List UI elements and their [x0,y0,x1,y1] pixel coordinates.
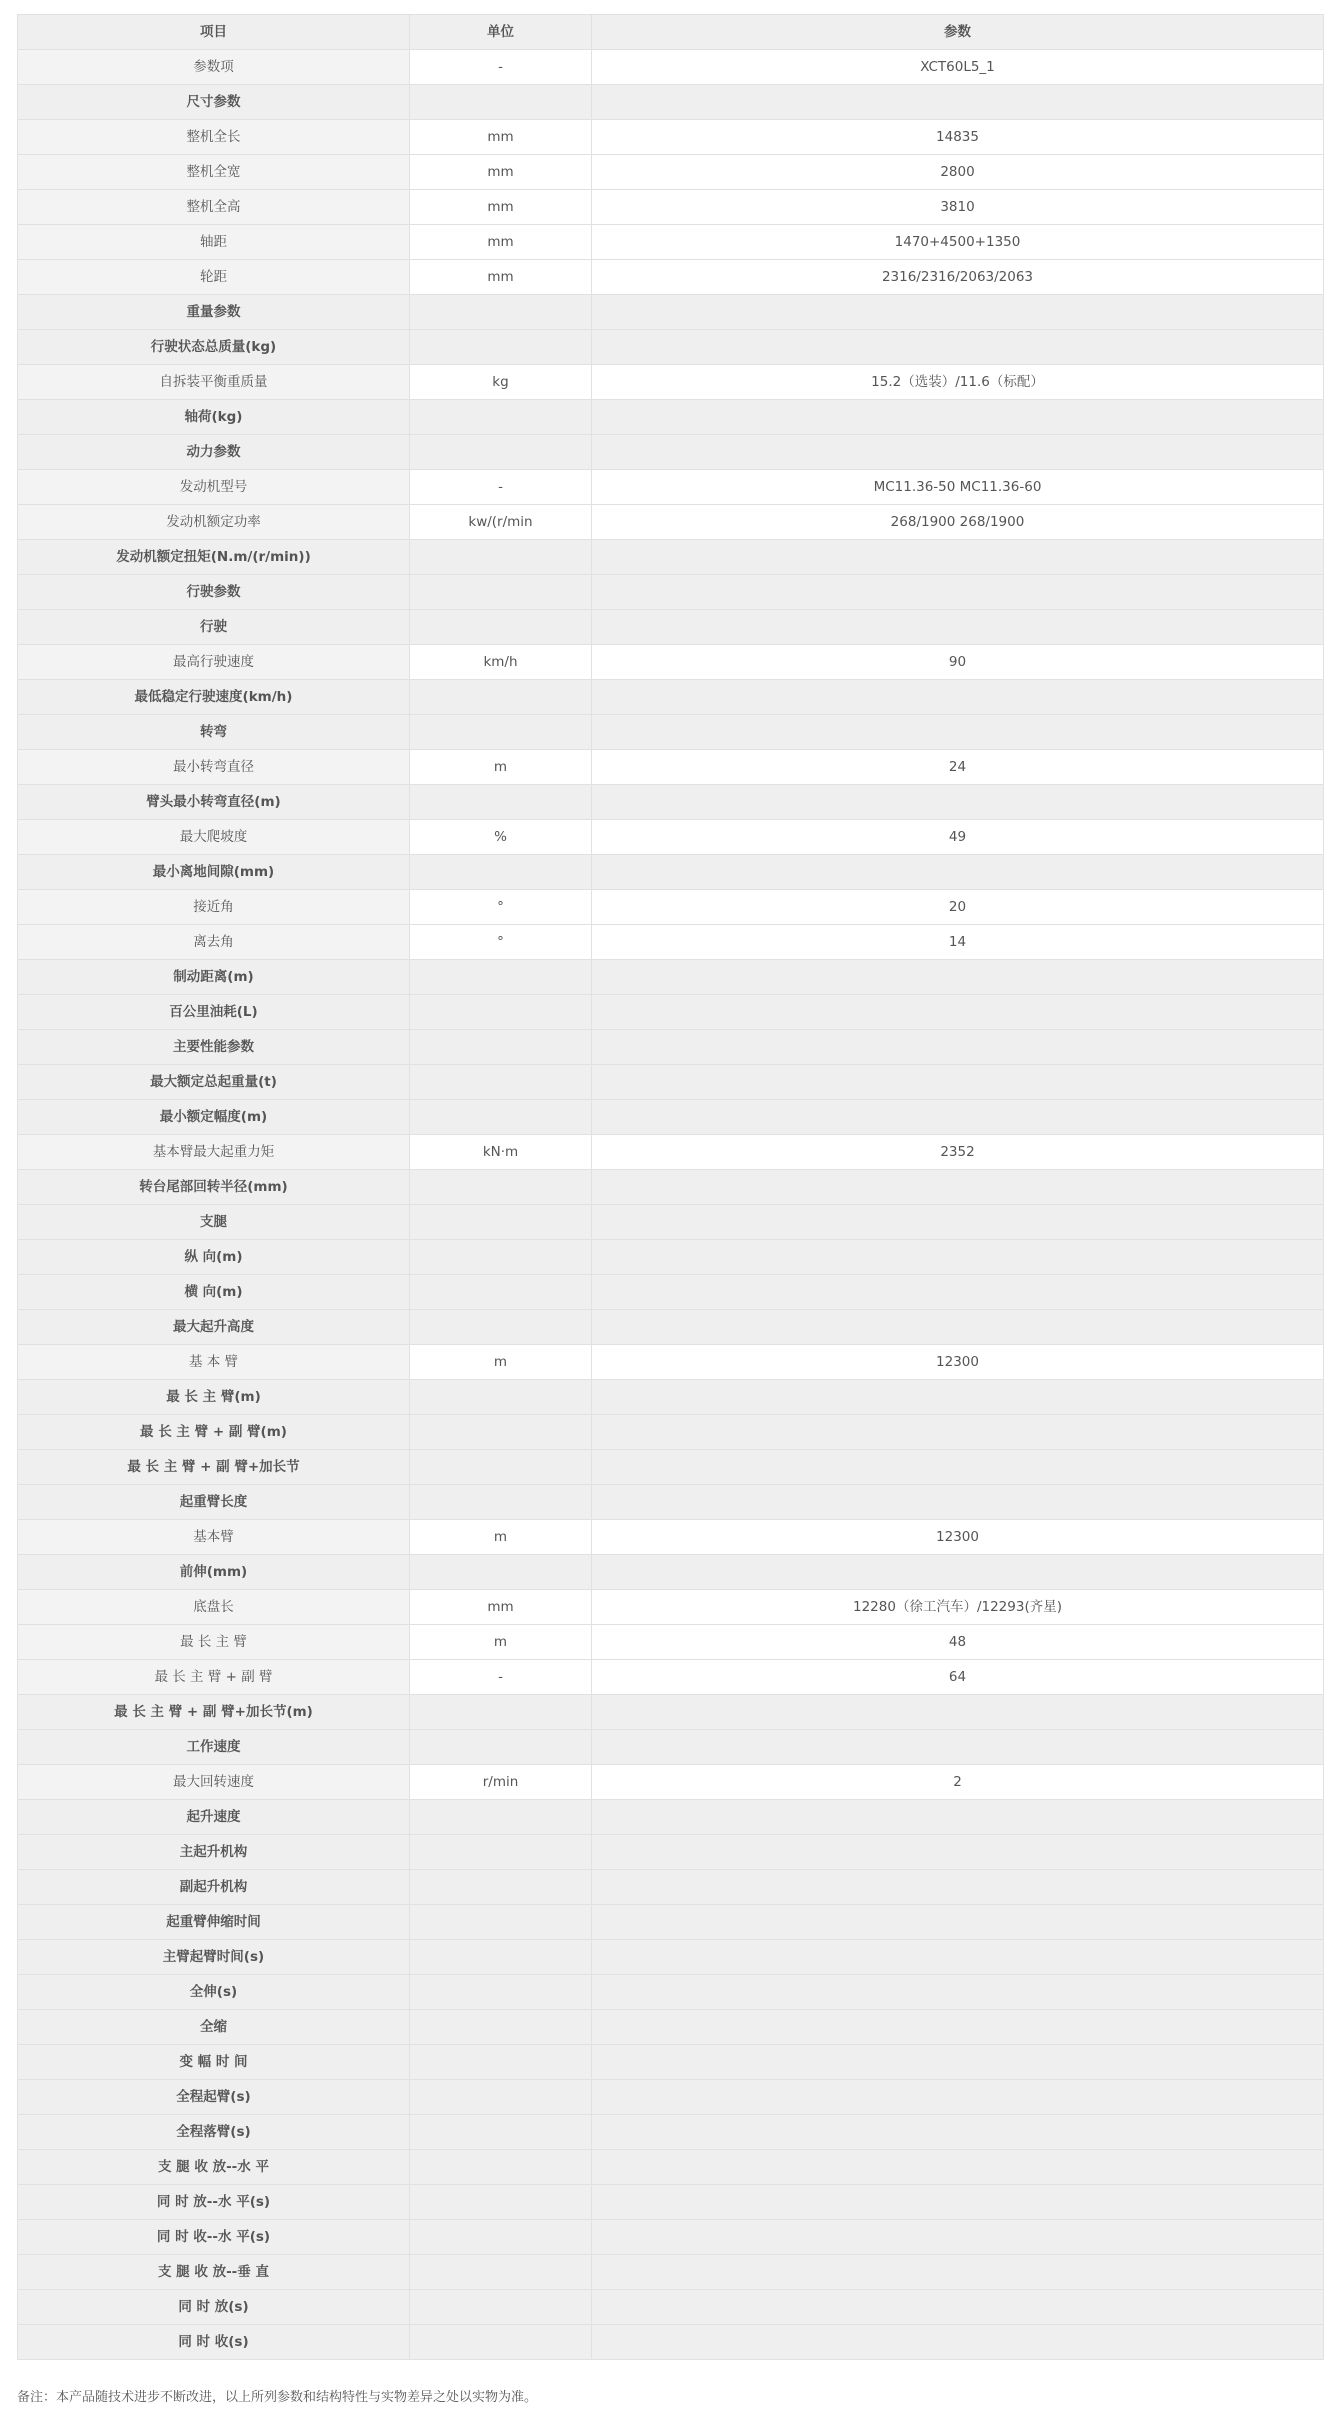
cell-item: 最高行驶速度 [18,645,410,680]
cell-value [592,2325,1324,2360]
section-row [18,1485,1324,1520]
cell-unit [410,400,592,435]
section-row [18,1100,1324,1135]
cell-unit [410,1800,592,1835]
cell-value [592,2185,1324,2220]
cell-item: 最小转弯直径 [18,750,410,785]
table-body [18,50,1324,2360]
section-row [18,1835,1324,1870]
cell-value: 20 [592,890,1324,925]
table-row [18,1590,1324,1625]
section-row [18,1170,1324,1205]
cell-unit [410,295,592,330]
table-row [18,1135,1324,1170]
section-row [18,2220,1324,2255]
cell-value [592,1870,1324,1905]
cell-value [592,960,1324,995]
cell-unit [410,2185,592,2220]
cell-item: 最低稳定行驶速度(km/h) [18,680,410,715]
table-row [18,1660,1324,1695]
cell-value: 14835 [592,120,1324,155]
cell-item: 最 长 主 臂 [18,1625,410,1660]
section-row [18,1310,1324,1345]
cell-unit [410,2255,592,2290]
cell-unit [410,2150,592,2185]
cell-value [592,680,1324,715]
section-row [18,2185,1324,2220]
cell-value: 48 [592,1625,1324,1660]
cell-value [592,2010,1324,2045]
section-row [18,1940,1324,1975]
header-item: 项目 [18,15,410,50]
cell-item: 主臂起臂时间(s) [18,1940,410,1975]
cell-value: MC11.36-50 MC11.36-60 [592,470,1324,505]
table-row [18,190,1324,225]
cell-value: 14 [592,925,1324,960]
cell-unit [410,855,592,890]
cell-unit: mm [410,260,592,295]
cell-value [592,85,1324,120]
cell-item: 全伸(s) [18,1975,410,2010]
section-row [18,995,1324,1030]
cell-item: 臂头最小转弯直径(m) [18,785,410,820]
section-row [18,2325,1324,2360]
table-row [18,260,1324,295]
section-row [18,2115,1324,2150]
table-row [18,225,1324,260]
cell-value [592,1415,1324,1450]
cell-value [592,1485,1324,1520]
cell-unit [410,1240,592,1275]
table-row [18,505,1324,540]
cell-value [592,1065,1324,1100]
table-row [18,1520,1324,1555]
cell-unit [410,995,592,1030]
cell-unit [410,1100,592,1135]
cell-value: 64 [592,1660,1324,1695]
table-row [18,820,1324,855]
cell-value [592,2150,1324,2185]
cell-item: 支 腿 收 放--水 平 [18,2150,410,2185]
cell-value [592,2255,1324,2290]
cell-item: 轴距 [18,225,410,260]
cell-value: 12300 [592,1520,1324,1555]
section-row [18,855,1324,890]
cell-value: 268/1900 268/1900 [592,505,1324,540]
cell-item: 最大回转速度 [18,1765,410,1800]
header-value: 参数 [592,15,1324,50]
cell-value [592,2080,1324,2115]
cell-unit: % [410,820,592,855]
cell-value [592,1170,1324,1205]
cell-item: 副起升机构 [18,1870,410,1905]
cell-value [592,1800,1324,1835]
cell-item: 尺寸参数 [18,85,410,120]
cell-unit [410,715,592,750]
cell-item: 重量参数 [18,295,410,330]
cell-item: 发动机额定扭矩(N.m/(r/min)) [18,540,410,575]
cell-item: 最小离地间隙(mm) [18,855,410,890]
cell-value [592,1380,1324,1415]
cell-value [592,855,1324,890]
cell-value [592,995,1324,1030]
cell-unit: mm [410,1590,592,1625]
cell-unit: ° [410,890,592,925]
cell-unit [410,1695,592,1730]
section-row [18,1415,1324,1450]
cell-item: 支腿 [18,1205,410,1240]
section-row [18,1730,1324,1765]
section-row [18,1380,1324,1415]
cell-unit [410,1835,592,1870]
cell-item: 整机全长 [18,120,410,155]
cell-unit [410,1975,592,2010]
cell-item: 离去角 [18,925,410,960]
cell-value: 90 [592,645,1324,680]
header-unit: 单位 [410,15,592,50]
section-row [18,1240,1324,1275]
spec-table [17,14,1324,2360]
table-row [18,365,1324,400]
cell-unit: kw/(r/min [410,505,592,540]
cell-item: 接近角 [18,890,410,925]
cell-item: 底盘长 [18,1590,410,1625]
cell-item: 同 时 收--水 平(s) [18,2220,410,2255]
cell-unit [410,540,592,575]
cell-item: 轮距 [18,260,410,295]
section-row [18,1695,1324,1730]
cell-unit: mm [410,190,592,225]
cell-unit [410,85,592,120]
cell-value: 2316/2316/2063/2063 [592,260,1324,295]
cell-item: 动力参数 [18,435,410,470]
section-row [18,435,1324,470]
cell-value [592,435,1324,470]
cell-item: 自拆装平衡重质量 [18,365,410,400]
table-header-row [18,15,1324,50]
cell-unit [410,2010,592,2045]
cell-value [592,295,1324,330]
table-row [18,50,1324,85]
cell-value [592,1240,1324,1275]
cell-value [592,2220,1324,2255]
section-row [18,85,1324,120]
table-row [18,890,1324,925]
cell-unit [410,1730,592,1765]
section-row [18,575,1324,610]
cell-item: 纵 向(m) [18,1240,410,1275]
cell-unit [410,1030,592,1065]
section-row [18,1450,1324,1485]
cell-item: 前伸(mm) [18,1555,410,1590]
cell-item: 基本臂最大起重力矩 [18,1135,410,1170]
cell-value: 2 [592,1765,1324,1800]
section-row [18,680,1324,715]
cell-unit [410,680,592,715]
cell-value: 15.2（选装）/11.6（标配） [592,365,1324,400]
cell-item: 同 时 放(s) [18,2290,410,2325]
cell-unit [410,330,592,365]
cell-unit: m [410,1625,592,1660]
cell-unit: r/min [410,1765,592,1800]
cell-value [592,1905,1324,1940]
cell-value [592,1940,1324,1975]
cell-unit [410,575,592,610]
cell-value [592,1555,1324,1590]
section-row [18,2045,1324,2080]
cell-unit [410,1870,592,1905]
section-row [18,2150,1324,2185]
cell-item: 轴荷(kg) [18,400,410,435]
cell-unit [410,2290,592,2325]
cell-item: 参数项 [18,50,410,85]
cell-value: 3810 [592,190,1324,225]
cell-value [592,1835,1324,1870]
cell-value [592,400,1324,435]
cell-unit [410,1170,592,1205]
cell-value [592,1100,1324,1135]
section-row [18,330,1324,365]
section-row [18,1905,1324,1940]
cell-unit: m [410,1520,592,1555]
cell-value: 24 [592,750,1324,785]
section-row [18,1205,1324,1240]
cell-unit [410,1380,592,1415]
cell-unit [410,1205,592,1240]
cell-value [592,610,1324,645]
section-row [18,1275,1324,1310]
section-row [18,610,1324,645]
table-row [18,1345,1324,1380]
section-row [18,2255,1324,2290]
cell-unit [410,2220,592,2255]
cell-value [592,540,1324,575]
cell-item: 最 长 主 臂 + 副 臂(m) [18,1415,410,1450]
cell-unit: - [410,50,592,85]
cell-unit [410,1065,592,1100]
cell-unit [410,2080,592,2115]
cell-item: 转弯 [18,715,410,750]
cell-item: 同 时 收(s) [18,2325,410,2360]
cell-value [592,1030,1324,1065]
cell-unit [410,1555,592,1590]
section-row [18,785,1324,820]
cell-item: 最大起升高度 [18,1310,410,1345]
cell-unit [410,1275,592,1310]
cell-item: 全程起臂(s) [18,2080,410,2115]
cell-item: 工作速度 [18,1730,410,1765]
table-row [18,645,1324,680]
cell-unit: mm [410,155,592,190]
cell-value [592,1275,1324,1310]
cell-unit [410,1940,592,1975]
cell-item: 发动机额定功率 [18,505,410,540]
table-row [18,155,1324,190]
section-row [18,1800,1324,1835]
cell-item: 整机全宽 [18,155,410,190]
cell-unit: - [410,1660,592,1695]
cell-unit [410,1450,592,1485]
cell-unit [410,2325,592,2360]
table-row [18,750,1324,785]
cell-unit [410,1905,592,1940]
cell-value [592,1695,1324,1730]
section-row [18,2010,1324,2045]
cell-value [592,785,1324,820]
cell-item: 起升速度 [18,1800,410,1835]
cell-value [592,715,1324,750]
cell-value [592,1450,1324,1485]
cell-item: 最 长 主 臂 + 副 臂+加长节(m) [18,1695,410,1730]
cell-value [592,575,1324,610]
cell-item: 最 长 主 臂 + 副 臂+加长节 [18,1450,410,1485]
cell-unit: kg [410,365,592,400]
table-row [18,470,1324,505]
cell-value [592,1310,1324,1345]
cell-item: 横 向(m) [18,1275,410,1310]
cell-item: 行驶参数 [18,575,410,610]
cell-unit: kN·m [410,1135,592,1170]
section-row [18,1030,1324,1065]
cell-value [592,1975,1324,2010]
cell-item: 起重臂伸缩时间 [18,1905,410,1940]
table-row [18,925,1324,960]
cell-value: 2352 [592,1135,1324,1170]
table-row [18,1765,1324,1800]
cell-item: 发动机型号 [18,470,410,505]
cell-item: 起重臂长度 [18,1485,410,1520]
cell-unit: - [410,470,592,505]
cell-unit [410,435,592,470]
cell-value: 12300 [592,1345,1324,1380]
cell-unit [410,2045,592,2080]
cell-unit [410,610,592,645]
cell-value [592,2290,1324,2325]
cell-value: 12280（徐工汽车）/12293(齐星) [592,1590,1324,1625]
table-row [18,1625,1324,1660]
cell-unit [410,1485,592,1520]
cell-value: XCT60L5_1 [592,50,1324,85]
section-row [18,1975,1324,2010]
cell-item: 制动距离(m) [18,960,410,995]
section-row [18,960,1324,995]
cell-value [592,1730,1324,1765]
cell-item: 基 本 臂 [18,1345,410,1380]
cell-unit [410,2115,592,2150]
cell-item: 全程落臂(s) [18,2115,410,2150]
cell-unit: ° [410,925,592,960]
cell-item: 支 腿 收 放--垂 直 [18,2255,410,2290]
cell-unit: m [410,1345,592,1380]
cell-value [592,2115,1324,2150]
section-row [18,540,1324,575]
table-row [18,120,1324,155]
cell-unit [410,785,592,820]
cell-item: 最大爬坡度 [18,820,410,855]
cell-item: 最 长 主 臂 + 副 臂 [18,1660,410,1695]
section-row [18,295,1324,330]
cell-item: 全缩 [18,2010,410,2045]
cell-value [592,2045,1324,2080]
section-row [18,400,1324,435]
cell-item: 变 幅 时 间 [18,2045,410,2080]
section-row [18,2080,1324,2115]
cell-value: 2800 [592,155,1324,190]
cell-item: 最 长 主 臂(m) [18,1380,410,1415]
section-row [18,1065,1324,1100]
cell-value: 49 [592,820,1324,855]
cell-value [592,330,1324,365]
cell-unit [410,1310,592,1345]
cell-unit [410,960,592,995]
cell-item: 基本臂 [18,1520,410,1555]
cell-unit: mm [410,225,592,260]
cell-unit: km/h [410,645,592,680]
cell-unit: m [410,750,592,785]
cell-value [592,1205,1324,1240]
cell-item: 主起升机构 [18,1835,410,1870]
section-row [18,1555,1324,1590]
cell-item: 百公里油耗(L) [18,995,410,1030]
section-row [18,2290,1324,2325]
cell-item: 主要性能参数 [18,1030,410,1065]
section-row [18,715,1324,750]
cell-item: 行驶 [18,610,410,645]
cell-item: 同 时 放--水 平(s) [18,2185,410,2220]
cell-item: 最小额定幅度(m) [18,1100,410,1135]
cell-unit [410,1415,592,1450]
section-row [18,1870,1324,1905]
cell-value: 1470+4500+1350 [592,225,1324,260]
cell-unit: mm [410,120,592,155]
cell-item: 转台尾部回转半径(mm) [18,1170,410,1205]
cell-item: 整机全高 [18,190,410,225]
footnote: 备注：本产品随技术进步不断改进，以上所列参数和结构特性与实物差异之处以实物为准。 [17,2390,538,2405]
cell-item: 行驶状态总质量(kg) [18,330,410,365]
cell-item: 最大额定总起重量(t) [18,1065,410,1100]
